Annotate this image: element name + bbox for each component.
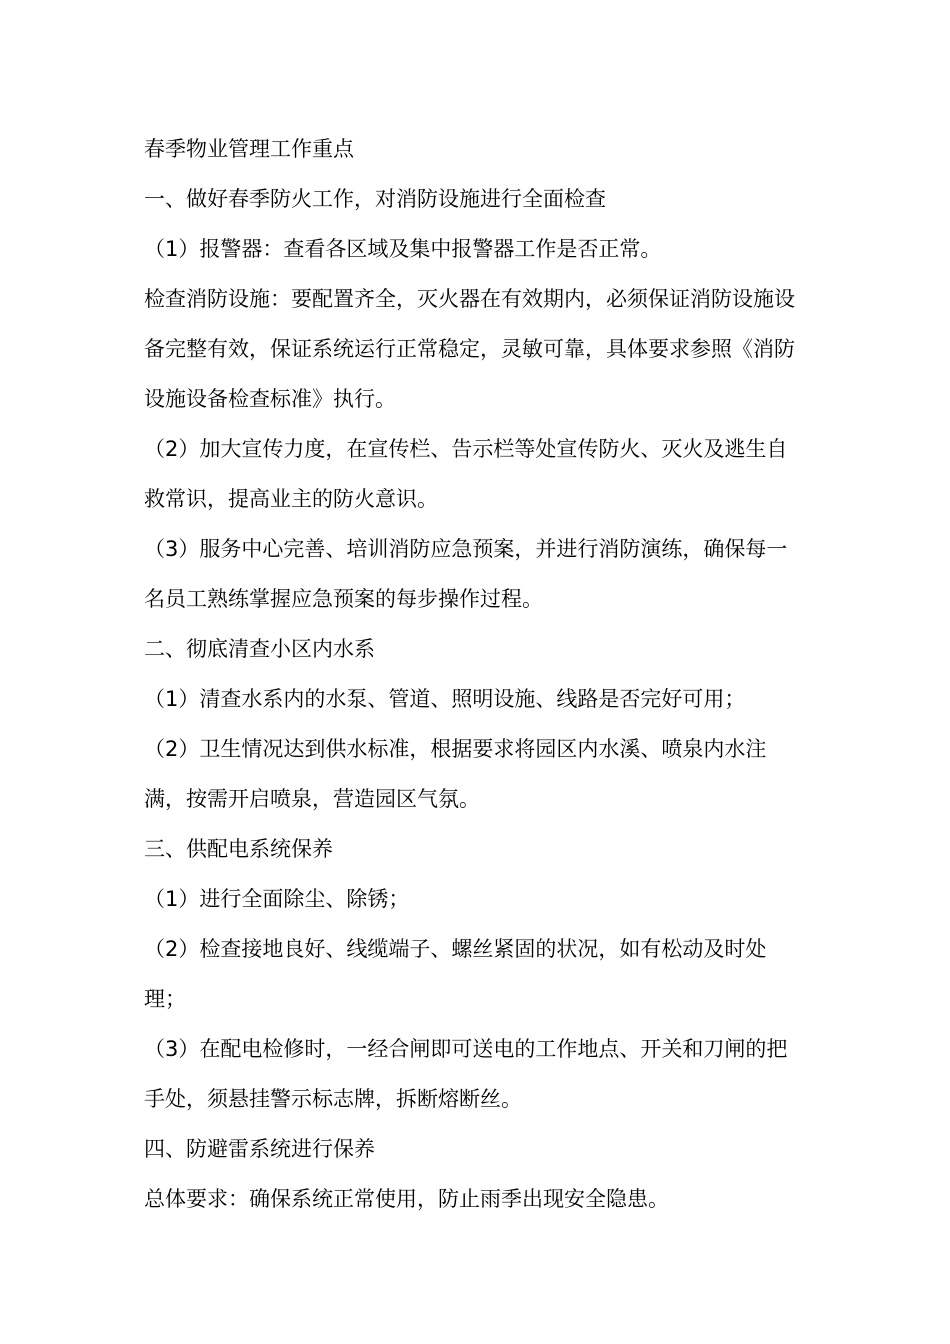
paragraph: 检查消防设施：要配置齐全，灭火器在有效期内，必须保证消防设施设备完整有效，保证系统运行正常稳定，灵敏可靠，具体要求参照《消防设施设备检查标准》执行。: [144, 287, 795, 411]
section-heading-3: 三、供配电系统保养: [144, 837, 333, 861]
document-body: [144, 124, 808, 1224]
paragraph: 总体要求：确保系统正常使用，防止雨季出现安全隐患。: [144, 1187, 669, 1211]
section-heading-1: 一、做好春季防火工作，对消防设施进行全面检查: [144, 187, 606, 211]
paragraph: （3）服务中心完善、培训消防应急预案，并进行消防演练，确保每一名员工熟练掌握应急预案的每步操作过程。: [144, 537, 788, 611]
section-heading-2: 二、彻底清查小区内水系: [144, 637, 375, 661]
paragraph: （1）清查水系内的水泵、管道、照明设施、线路是否完好可用；: [144, 687, 746, 711]
paragraph: （2）加大宣传力度，在宣传栏、告示栏等处宣传防火、灭火及逃生自救常识，提高业主的防火意识。: [144, 437, 788, 511]
paragraph: （1）进行全面除尘、除锈；: [144, 887, 410, 911]
paragraph: （3）在配电检修时，一经合闸即可送电的工作地点、开关和刀闸的把手处，须悬挂警示标志牌，拆断熔断丝。: [144, 1037, 788, 1111]
paragraph: （2）卫生情况达到供水标准，根据要求将园区内水溪、喷泉内水注满，按需开启喷泉，营造园区气氛。: [144, 737, 767, 811]
document-title: 春季物业管理工作重点: [144, 137, 354, 161]
paragraph: （1）报警器：查看各区域及集中报警器工作是否正常。: [144, 237, 662, 261]
section-heading-4: 四、防避雷系统进行保养: [144, 1137, 375, 1161]
paragraph: （2）检查接地良好、线缆端子、螺丝紧固的状况，如有松动及时处理；: [144, 937, 767, 1011]
